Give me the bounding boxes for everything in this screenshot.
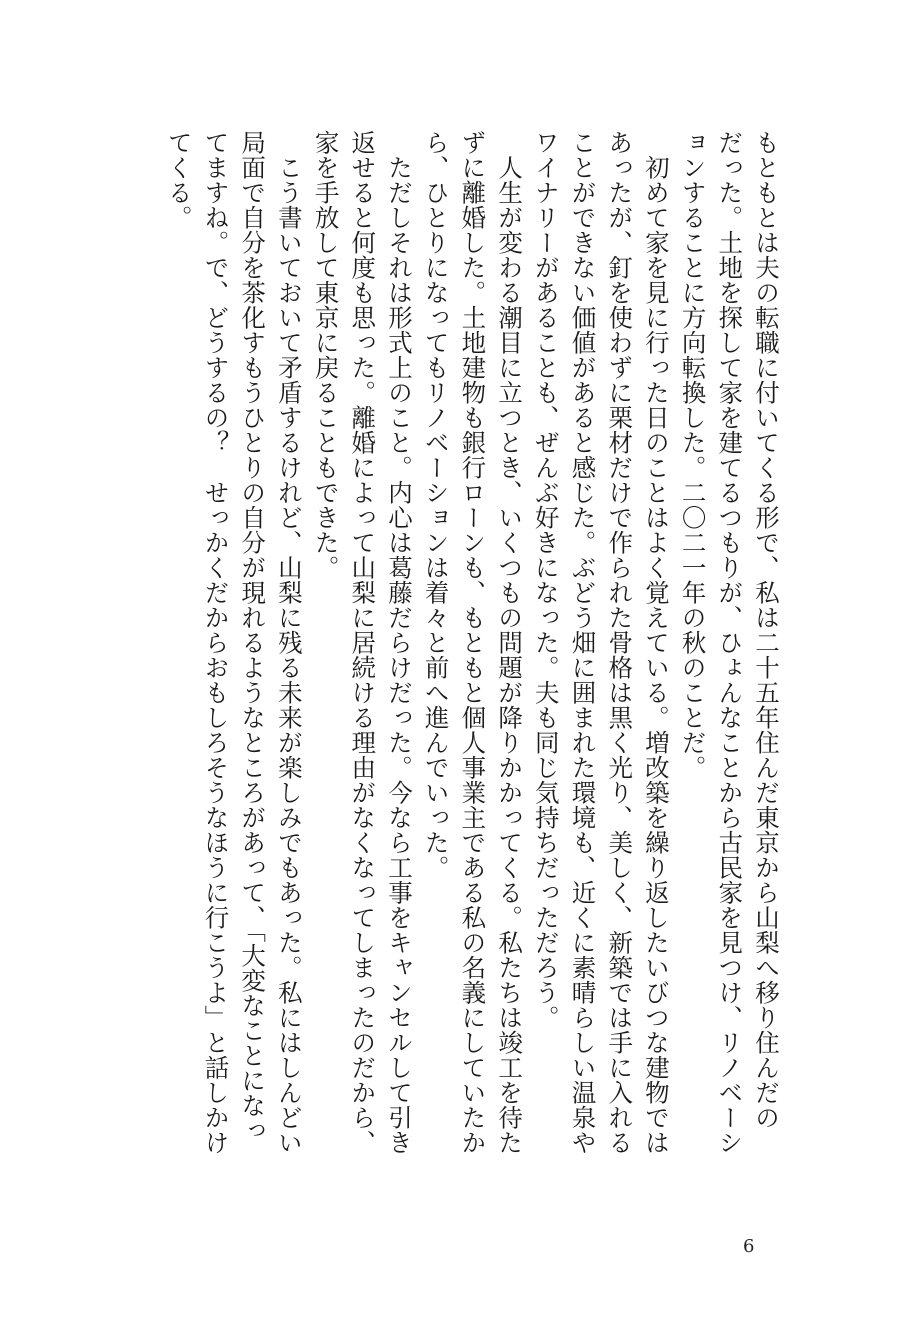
text-line: ョンすることに方向転換した。二〇二一年の秋のことだ。 — [678, 130, 708, 780]
text-line: こう書いておいて矛盾するけれど、山梨に残る未来が楽しみでもあった。私にはしんどい — [274, 130, 304, 1155]
page-number: 6 — [743, 1236, 755, 1257]
text-line: 家を手放して東京に戻ることもできた。 — [311, 130, 341, 580]
text-line: あったが、釘を使わずに栗材だけで作られた骨格は黒く光り、美しく、新築では手に入れる — [605, 130, 635, 1155]
text-line: ら、ひとりになってもリノベーションは着々と前へ進んでいった。 — [421, 130, 451, 880]
text-line: ことができない価値があると感じた。ぶどう畑に囲まれた環境も、近くに素晴らしい温泉や — [568, 130, 598, 1155]
text-line: てくる。 — [164, 130, 194, 230]
text-line: 返せると何度も思った。離婚によって山梨に居続ける理由がなくなってしまったのだから、 — [348, 130, 378, 1155]
text-line: ただしそれは形式上のこと。内心は葛藤だらけだった。今なら工事をキャンセルして引き — [384, 130, 414, 1155]
text-line: もともとは夫の転職に付いてくる形で、私は二十五年住んだ東京から山梨へ移り住んだの — [752, 130, 781, 1130]
text-line: 局面で自分を茶化すもうひとりの自分が現れるようなところがあって、「大変なことになっ — [238, 130, 268, 1143]
text-line: 初めて家を見に行った日のことはよく覚えている。増改築を繰り返したいびつな建物では — [641, 130, 671, 1155]
text-line: 人生が変わる潮目に立つとき、いくつもの問題が降りかかってくる。私たちは竣工を待た — [495, 130, 525, 1155]
text-line: てますね。で、どうするの？ せっかくだからおもしろそうなほうに行こうよ」と話しかけ — [201, 130, 231, 1155]
text-line: ワイナリーがあることも、ぜんぶ好きになった。夫も同じ気持ちだっただろう。 — [531, 130, 561, 1030]
vertical-body-text — [160, 130, 784, 1155]
text-line: ずに離婚した。土地建物も銀行ローンも、もともと個人事業主である私の名義にしていたか — [458, 130, 488, 1155]
text-line: だった。土地を探して家を建てるつもりが、ひょんなことから古民家を見つけ、リノベーシ — [715, 130, 745, 1155]
